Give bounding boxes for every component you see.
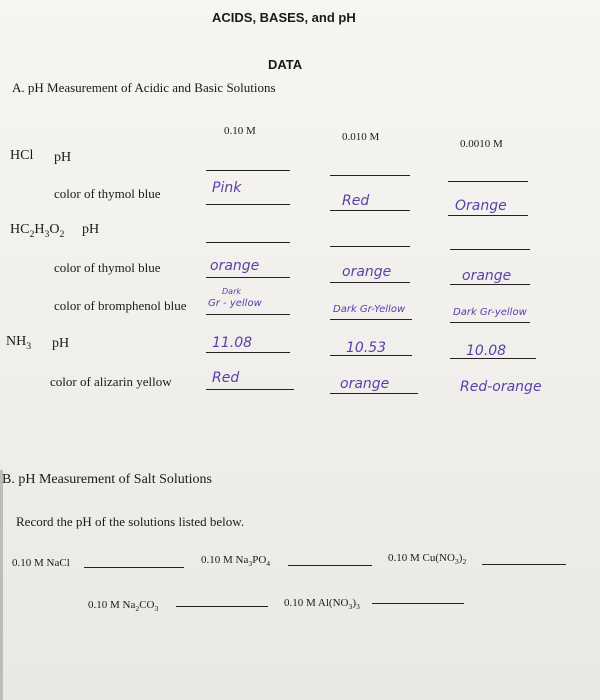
acetic-bromophenol-value-1: Gr - yellow [208,298,262,309]
hcl-ph-line-2 [330,175,410,176]
hcl-thymol-line-2 [330,210,410,211]
ammonia-ph-line-1 [206,352,290,353]
conc-header-1: 0.10 M [224,125,256,137]
hcl-label: HCl [10,148,34,163]
acetic-thymol-value-1: orange [210,258,260,274]
ammonia-alizarin-line-1 [206,389,294,390]
acetic-bromophenol-note: Dark [222,287,241,296]
ammonia-alizarin-value-1: Red [212,370,240,386]
acetic-bromophenol-value-2: Dark Gr-Yellow [333,304,406,315]
page-edge [0,470,3,700]
acetic-thymol-line-1 [206,277,290,278]
hcl-thymol-value-1: Pink [212,180,242,196]
ammonia-alizarin-line-2 [330,393,418,394]
acetic-bromophenol-label: color of bromphenol blue [54,298,187,313]
conc-header-2: 0.010 M [342,131,380,143]
acetic-bromophenol-value-3: Dark Gr-yellow [453,307,527,318]
conc-header-3: 0.0010 M [460,138,503,150]
salt-alno3-line [372,603,464,604]
ammonia-ph-line-3 [450,358,536,359]
salt-nacl-label: 0.10 M NaCl [12,557,70,569]
acetic-thymol-label: color of thymol blue [54,260,161,275]
salt-alno3-label: 0.10 M $Al(NO_3)_3$ [284,597,360,612]
ammonia-alizarin-value-3: Red-orange [460,379,542,395]
ammonia-label: $NH_3$ [6,334,32,352]
page-title: ACIDS, BASES, and pH [212,10,356,25]
ammonia-ph-value-3: 10.08 [466,343,507,359]
acetic-bromophenol-line-3 [450,322,530,323]
acetic-thymol-line-2 [330,282,410,283]
acetic-thymol-line-3 [450,284,530,285]
ammonia-alizarin-label: color of alizarin yellow [50,374,172,389]
ammonia-ph-line-2 [330,355,412,356]
part-b-instruction: Record the pH of the solutions listed below. [16,514,245,529]
hcl-thymol-line-1 [206,204,290,205]
salt-cuno3-label: 0.10 M $Cu(NO_3)_2$ [388,552,467,567]
hcl-thymol-value-3: Orange [455,198,507,214]
section-heading: DATA [268,57,303,72]
acetic-bromophenol-line-2 [330,319,412,320]
salt-na3po4-line [288,565,372,566]
hcl-ph-label: pH [54,150,72,165]
acetic-ph-line-2 [330,246,410,247]
part-b-title: B. pH Measurement of Salt Solutions [2,472,212,487]
acetic-thymol-value-2: orange [342,264,392,280]
hcl-thymol-label: color of thymol blue [54,186,161,201]
hcl-thymol-line-3 [448,215,528,216]
ammonia-alizarin-value-2: orange [340,376,390,392]
acetic-ph-line-3 [450,249,530,250]
salt-nacl-line [84,567,184,568]
salt-na2co3-label: 0.10 M $Na_2CO_3$ [88,599,159,614]
hcl-thymol-value-2: Red [342,193,370,209]
acetic-bromophenol-line-1 [206,314,290,315]
acetic-thymol-value-3: orange [462,268,512,284]
acetic-acid-label: $HC_2H_3O_2$ [10,222,65,240]
salt-cuno3-line [482,564,566,565]
acetic-ph-label: pH [82,222,100,237]
hcl-ph-line-1 [206,170,290,171]
hcl-ph-line-3 [448,181,528,182]
salt-na2co3-line [176,606,268,607]
ammonia-ph-value-1: 11.08 [212,335,253,351]
ammonia-ph-value-2: 10.53 [346,340,387,356]
acetic-ph-line-1 [206,242,290,243]
part-a-title: A. pH Measurement of Acidic and Basic Solutions [12,80,276,95]
ammonia-ph-label: pH [52,336,70,351]
salt-na3po4-label: 0.10 M $Na_3PO_4$ [201,554,271,569]
